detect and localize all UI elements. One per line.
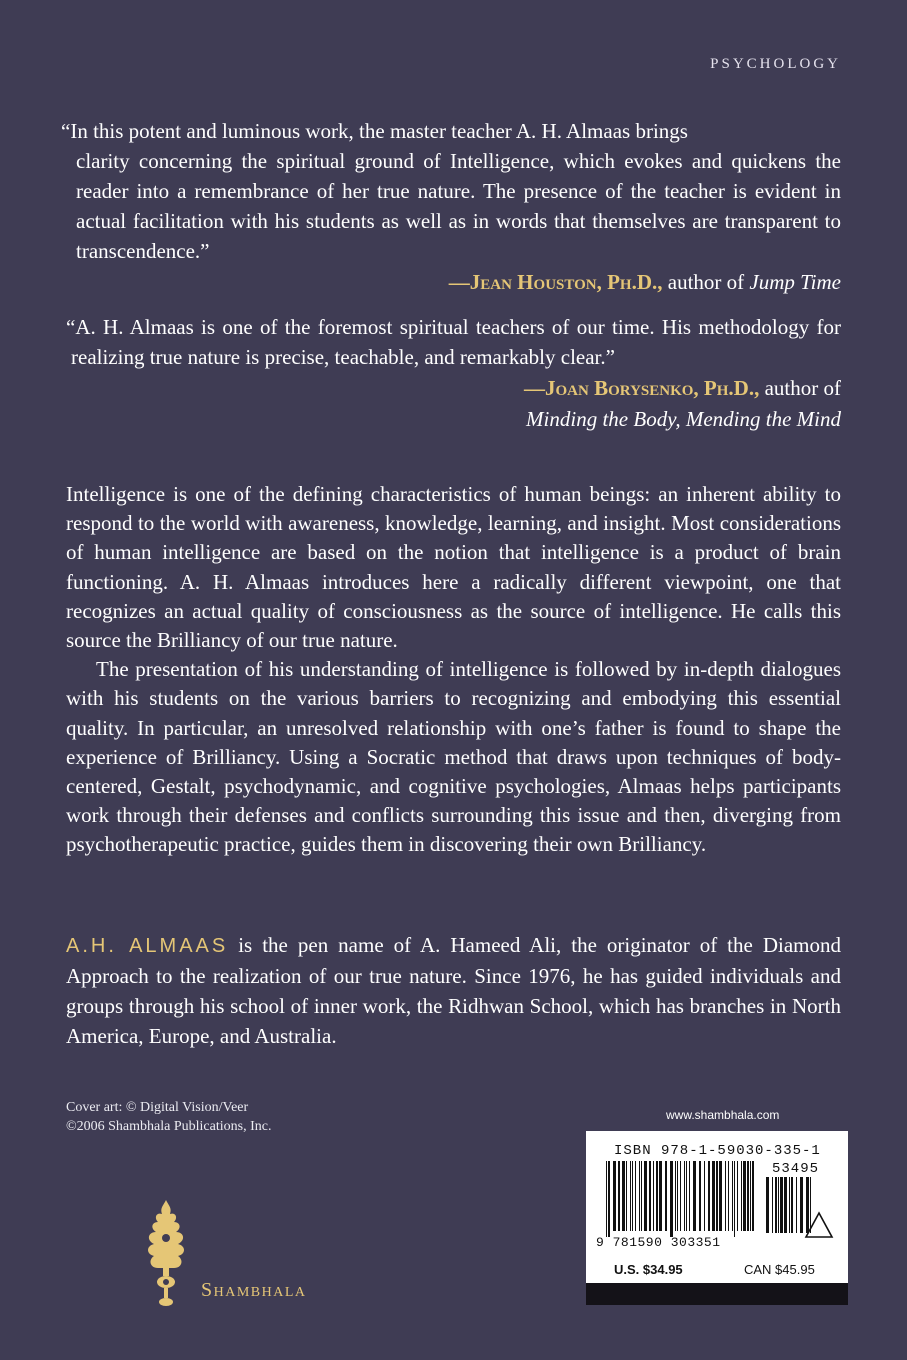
barcode-bar <box>677 1161 678 1231</box>
barcode-bar <box>750 1161 751 1231</box>
attribution-book: Minding the Body, Mending the Mind <box>526 407 841 431</box>
cover-art-credit: Cover art: © Digital Vision/Veer <box>66 1100 249 1115</box>
attribution-author-of: author of <box>667 270 745 294</box>
barcode-bar <box>656 1161 658 1231</box>
barcode-bar <box>789 1177 790 1233</box>
barcode-bar <box>743 1161 746 1231</box>
barcode-bar <box>670 1161 673 1237</box>
barcode-bar <box>704 1161 705 1231</box>
barcode-bar <box>734 1161 735 1237</box>
barcode-bar <box>747 1161 749 1231</box>
blurb-text-line1: “In this potent and luminous work, the master teacher A. H. Almaas brings <box>61 119 688 143</box>
barcode-bar <box>716 1161 718 1231</box>
author-bio-text: is the pen name of A. Hameed Ali, the originator of the Diamond Approach to the realization of our true nature. Since 1976, he has guided individuals and groups through his school of inner work, the Ridhwan School, which has branches in North America, Europe, and Australia. <box>66 933 841 1048</box>
barcode-bar <box>800 1177 803 1233</box>
attribution-book-line <box>66 404 841 434</box>
attribution-author-of: author of <box>764 376 841 400</box>
barcode-bar <box>686 1161 687 1231</box>
barcode-bar <box>796 1177 797 1233</box>
barcode-bar <box>644 1161 647 1231</box>
barcode-bar <box>641 1161 642 1231</box>
barcode-box <box>586 1131 848 1305</box>
ean-digits: 9 781590 303351 <box>596 1235 721 1250</box>
blurb-text: “A. H. Almaas is one of the foremost spiritual teachers of our time. His methodology for realizing true nature is precise, teachable, and remarkably clear.” <box>66 315 841 369</box>
barcode-bar <box>635 1161 636 1231</box>
shambhala-logo-icon <box>136 1198 196 1308</box>
barcode-bar <box>639 1161 640 1231</box>
barcode-bar <box>626 1161 627 1231</box>
barcode-bar <box>665 1161 667 1231</box>
attribution-dash: — <box>524 376 546 400</box>
barcode-bar <box>780 1177 783 1233</box>
barcode-bar <box>622 1161 625 1231</box>
attribution-name: Joan Borysenko, Ph.D., <box>545 376 760 400</box>
barcode-bar <box>766 1177 769 1233</box>
credits <box>66 1098 271 1136</box>
barcode-bar <box>699 1161 701 1231</box>
barcode-bar <box>784 1177 787 1233</box>
barcode-bar <box>775 1177 777 1233</box>
attribution-name: Jean Houston, Ph.D., <box>469 270 663 294</box>
barcode-bar <box>659 1161 662 1231</box>
attribution-dash: — <box>448 270 470 294</box>
barcode-bar <box>606 1161 607 1237</box>
publisher-name: Shambhala <box>201 1279 307 1301</box>
barcode-bar <box>632 1161 633 1231</box>
blurb-text: clarity concerning the spiritual ground of Intelligence, which evokes and quickens the reader into a remembrance of her true nature. The presence of the teacher is evident in actual facilitation with his students as well as in words that themselves are transparent to transcendence.” <box>76 149 841 263</box>
barcode-bar <box>618 1161 620 1231</box>
category-label: PSYCHOLOGY <box>710 56 841 72</box>
barcode-bar <box>737 1161 738 1231</box>
blurb-attribution <box>66 267 841 297</box>
barcode-bar <box>778 1177 779 1233</box>
book-description <box>66 480 841 860</box>
barcode-bar <box>693 1161 696 1231</box>
barcode-bar <box>732 1161 733 1231</box>
price-code: 53495 <box>772 1161 820 1177</box>
barcode-bar <box>712 1161 715 1231</box>
barcode-bar <box>741 1161 742 1231</box>
barcode-bar <box>684 1161 685 1231</box>
ean-barcode <box>606 1161 756 1237</box>
barcode-bar <box>649 1161 651 1231</box>
barcode-bar <box>680 1161 681 1231</box>
barcode-bar <box>791 1177 793 1233</box>
blurb-quote-houston <box>61 116 841 297</box>
barcode-bar <box>689 1161 690 1231</box>
description-paragraph-1: Intelligence is one of the defining characteristics of human beings: an inherent ability to respond to the world with awareness, knowledge, learning, and insight. Most considerations of human intelligence are based on the notion that intelligence is a product of brain functioning. A. H. Almaas introduces here a radically different viewpoint, one that recognizes an actual quality of consciousness as the source of intelligence. He calls this source the Brilliancy of our true nature. <box>66 482 841 653</box>
blurb-attribution <box>66 373 841 403</box>
barcode-bar <box>719 1161 722 1231</box>
barcode-bar <box>630 1161 631 1231</box>
barcode-bar <box>752 1161 754 1231</box>
barcode-bottom-bar <box>586 1283 848 1305</box>
barcode-bar <box>613 1161 616 1231</box>
barcode-bar <box>728 1161 729 1231</box>
barcode-bar <box>675 1161 676 1231</box>
description-paragraph-2: The presentation of his understanding of intelligence is followed by in-depth dialogues with his students on the various barriers to recognizing and embodying this essential quality. In particular, an unresolved relationship with one’s father is found to shape the experience of Brilliancy. Using a Socratic method that draws upon techniques of body-centered, Gestalt, psychodynamic, and cognitive psychologies, Almaas helps participants work through their defenses and conflicts surrounding this issue and then, diverging from psychotherapeutic practice, guides them in discovering their own Brilliancy. <box>66 657 841 857</box>
barcode-bar <box>708 1161 710 1231</box>
attribution-book: Jump Time <box>749 270 841 294</box>
price-us: U.S. $34.95 <box>614 1262 683 1277</box>
barcode-bar <box>653 1161 654 1231</box>
author-name: A.H. ALMAAS <box>66 935 229 957</box>
triangle-icon <box>804 1211 834 1239</box>
isbn-text: ISBN 978-1-59030-335-1 <box>614 1143 821 1159</box>
copyright-notice: ©2006 Shambhala Publications, Inc. <box>66 1119 272 1134</box>
barcode-bar <box>725 1161 726 1231</box>
barcode-bar <box>772 1177 773 1233</box>
price-can: CAN $45.95 <box>744 1262 815 1277</box>
publisher-website: www.shambhala.com <box>666 1108 780 1122</box>
author-bio <box>66 930 841 1051</box>
blurb-quote-borysenko <box>66 312 841 434</box>
barcode-bar <box>608 1161 610 1237</box>
